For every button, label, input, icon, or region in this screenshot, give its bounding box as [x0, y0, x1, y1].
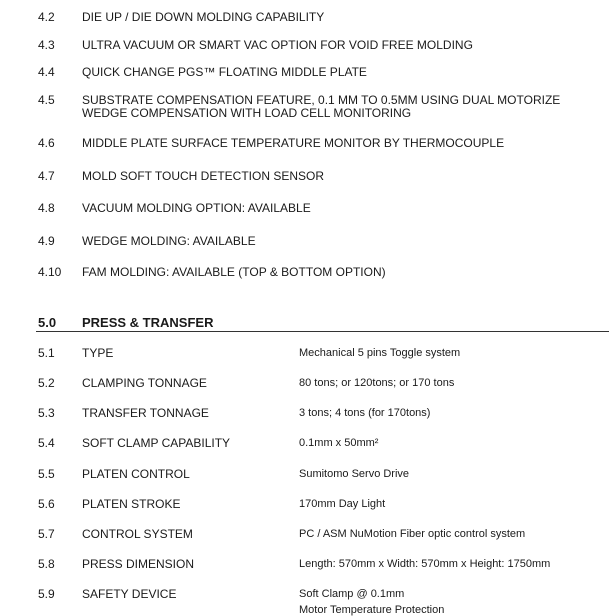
item-number: 4.8 — [38, 201, 55, 215]
item-number: 5.4 — [38, 436, 55, 450]
item-text — [82, 66, 582, 79]
item-label: SAFETY DEVICE — [82, 587, 177, 601]
item-value: Length: 570mm x Width: 570mm x Height: 1750mm — [299, 558, 551, 570]
item-text-line: FAM MOLDING: AVAILABLE (TOP & BOTTOM OPTION) — [82, 265, 386, 279]
item-number: 4.5 — [38, 93, 55, 107]
item-number: 5.2 — [38, 376, 55, 390]
item-value: 3 tons; 4 tons (for 170tons) — [299, 407, 431, 419]
item-number: 5.6 — [38, 497, 55, 511]
item-label: CONTROL SYSTEM — [82, 527, 193, 541]
section-number: 5.0 — [38, 315, 57, 330]
item-number: 4.6 — [38, 136, 55, 150]
section-title: PRESS & TRANSFER — [82, 315, 214, 330]
item-number: 4.9 — [38, 234, 55, 248]
item-value: 0.1mm x 50mm² — [299, 437, 379, 449]
item-text-line: VACUUM MOLDING OPTION: AVAILABLE — [82, 201, 311, 215]
section-divider — [36, 331, 609, 332]
item-number: 5.7 — [38, 527, 55, 541]
item-label: PRESS DIMENSION — [82, 557, 195, 571]
item-label: PLATEN CONTROL — [82, 467, 190, 481]
item-text-line: ULTRA VACUUM OR SMART VAC OPTION FOR VOID FREE MOLDING — [82, 38, 473, 52]
item-label: PLATEN STROKE — [82, 497, 181, 511]
item-label: TYPE — [82, 346, 114, 360]
item-value: Mechanical 5 pins Toggle system — [299, 347, 461, 359]
item-text-line: MOLD SOFT TOUCH DETECTION SENSOR — [82, 169, 325, 183]
item-number: 5.1 — [38, 346, 55, 360]
item-text-line: DIE UP / DIE DOWN MOLDING CAPABILITY — [82, 10, 325, 24]
item-number: 4.10 — [38, 265, 62, 279]
item-label: CLAMPING TONNAGE — [82, 376, 207, 390]
item-number: 4.7 — [38, 169, 55, 183]
item-text — [82, 137, 582, 150]
item-value-continuation-text: Motor Temperature Protection — [299, 604, 445, 616]
item-number: 5.9 — [38, 587, 55, 601]
item-value: 170mm Day Light — [299, 498, 386, 510]
item-value-continuation — [299, 604, 549, 616]
item-label: TRANSFER TONNAGE — [82, 406, 209, 420]
item-number: 4.4 — [38, 65, 55, 79]
item-text — [82, 170, 582, 183]
item-text — [82, 202, 582, 215]
item-number: 5.5 — [38, 467, 55, 481]
item-text-line: SUBSTRATE COMPENSATION FEATURE, 0.1 MM TO 0.5MM USING DUAL MOTORIZE — [82, 93, 561, 107]
item-text-line: WEDGE COMPENSATION WITH LOAD CELL MONITORING — [82, 106, 412, 120]
item-text-line: WEDGE MOLDING: AVAILABLE — [82, 234, 256, 248]
item-value: Soft Clamp @ 0.1mm — [299, 588, 405, 600]
item-text — [82, 235, 582, 248]
item-number: 4.3 — [38, 38, 55, 52]
item-number: 5.8 — [38, 557, 55, 571]
item-value: Sumitomo Servo Drive — [299, 468, 410, 480]
item-value: PC / ASM NuMotion Fiber optic control system — [299, 528, 526, 540]
item-text — [82, 94, 582, 120]
item-label: SOFT CLAMP CAPABILITY — [82, 436, 231, 450]
item-value: 80 tons; or 120tons; or 170 tons — [299, 377, 455, 389]
item-number: 4.2 — [38, 10, 55, 24]
item-text-line: QUICK CHANGE PGS™ FLOATING MIDDLE PLATE — [82, 65, 367, 79]
item-text — [82, 11, 582, 24]
item-text — [82, 39, 582, 52]
item-number: 5.3 — [38, 406, 55, 420]
item-text-line: MIDDLE PLATE SURFACE TEMPERATURE MONITOR BY THERMOCOUPLE — [82, 136, 505, 150]
item-text — [82, 266, 582, 279]
